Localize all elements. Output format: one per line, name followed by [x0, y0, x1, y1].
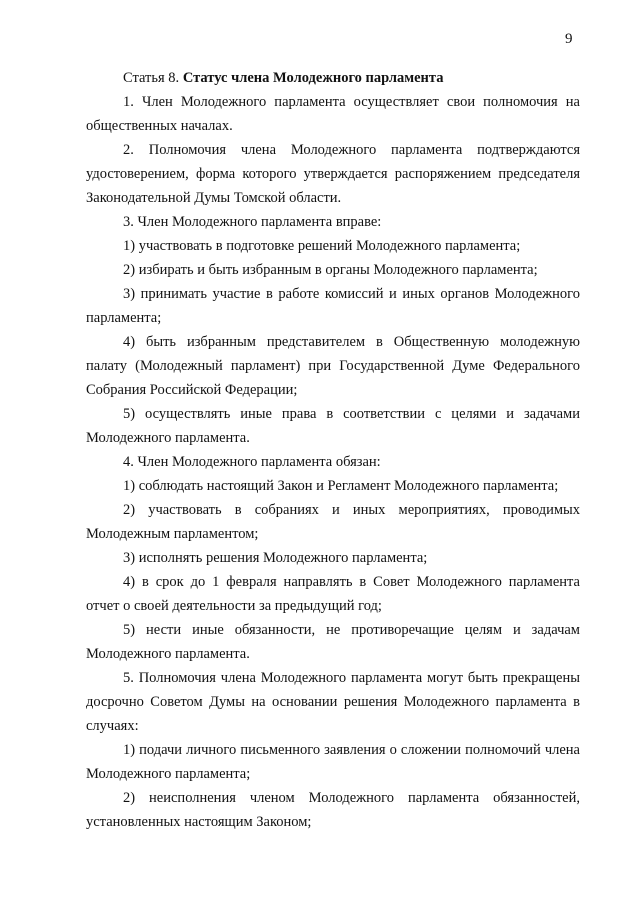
list-item-3-2: 2) избирать и быть избранным в органы Молодежного парламента; [123, 262, 538, 278]
list-item-4-4: 4) в срок до 1 февраля направлять в Совет Молодежного парламента отчет о своей деятельности за предыдущий год; [86, 574, 580, 614]
paragraph-1: 1. Член Молодежного парламента осуществляет свои полномочия на общественных началах. [86, 94, 580, 134]
document-body [86, 66, 580, 834]
list-item-4-2: 2) участвовать в собраниях и иных мероприятиях, проводимых Молодежным парламентом; [86, 502, 580, 542]
list-item-4-3: 3) исполнять решения Молодежного парламента; [123, 550, 428, 566]
paragraph-4: 4. Член Молодежного парламента обязан: [123, 454, 381, 470]
list-item-3-4: 4) быть избранным представителем в Общественную молодежную палату (Молодежный парламент) при Государственной Думе Федерального Собрания Российской Федерации; [86, 334, 580, 398]
list-item-4-1: 1) соблюдать настоящий Закон и Регламент Молодежного парламента; [123, 478, 559, 494]
paragraph-5: 5. Полномочия члена Молодежного парламента могут быть прекращены досрочно Советом Думы на основании решения Молодежного парламента в случаях: [86, 670, 580, 734]
list-item-3-1: 1) участвовать в подготовке решений Молодежного парламента; [123, 238, 521, 254]
article-title: Статус члена Молодежного парламента [182, 70, 444, 86]
list-item-5-1: 1) подачи личного письменного заявления о сложении полномочий члена Молодежного парламента; [86, 742, 580, 782]
list-item-5-2: 2) неисполнения членом Молодежного парламента обязанностей, установленных настоящим Законом; [86, 790, 580, 830]
paragraph-3: 3. Член Молодежного парламента вправе: [123, 214, 382, 230]
page-number: 9 [565, 31, 573, 47]
article-prefix: Статья 8. [123, 70, 180, 86]
list-item-4-5: 5) нести иные обязанности, не противоречащие целям и задачам Молодежного парламента. [86, 622, 580, 662]
list-item-3-3: 3) принимать участие в работе комиссий и иных органов Молодежного парламента; [86, 286, 580, 326]
paragraph-2: 2. Полномочия члена Молодежного парламента подтверждаются удостоверением, форма которого утверждается распоряжением председателя Законодательной Думы Томской области. [86, 142, 580, 206]
list-item-3-5: 5) осуществлять иные права в соответствии с целями и задачами Молодежного парламента. [86, 406, 580, 446]
article-heading [86, 66, 580, 90]
